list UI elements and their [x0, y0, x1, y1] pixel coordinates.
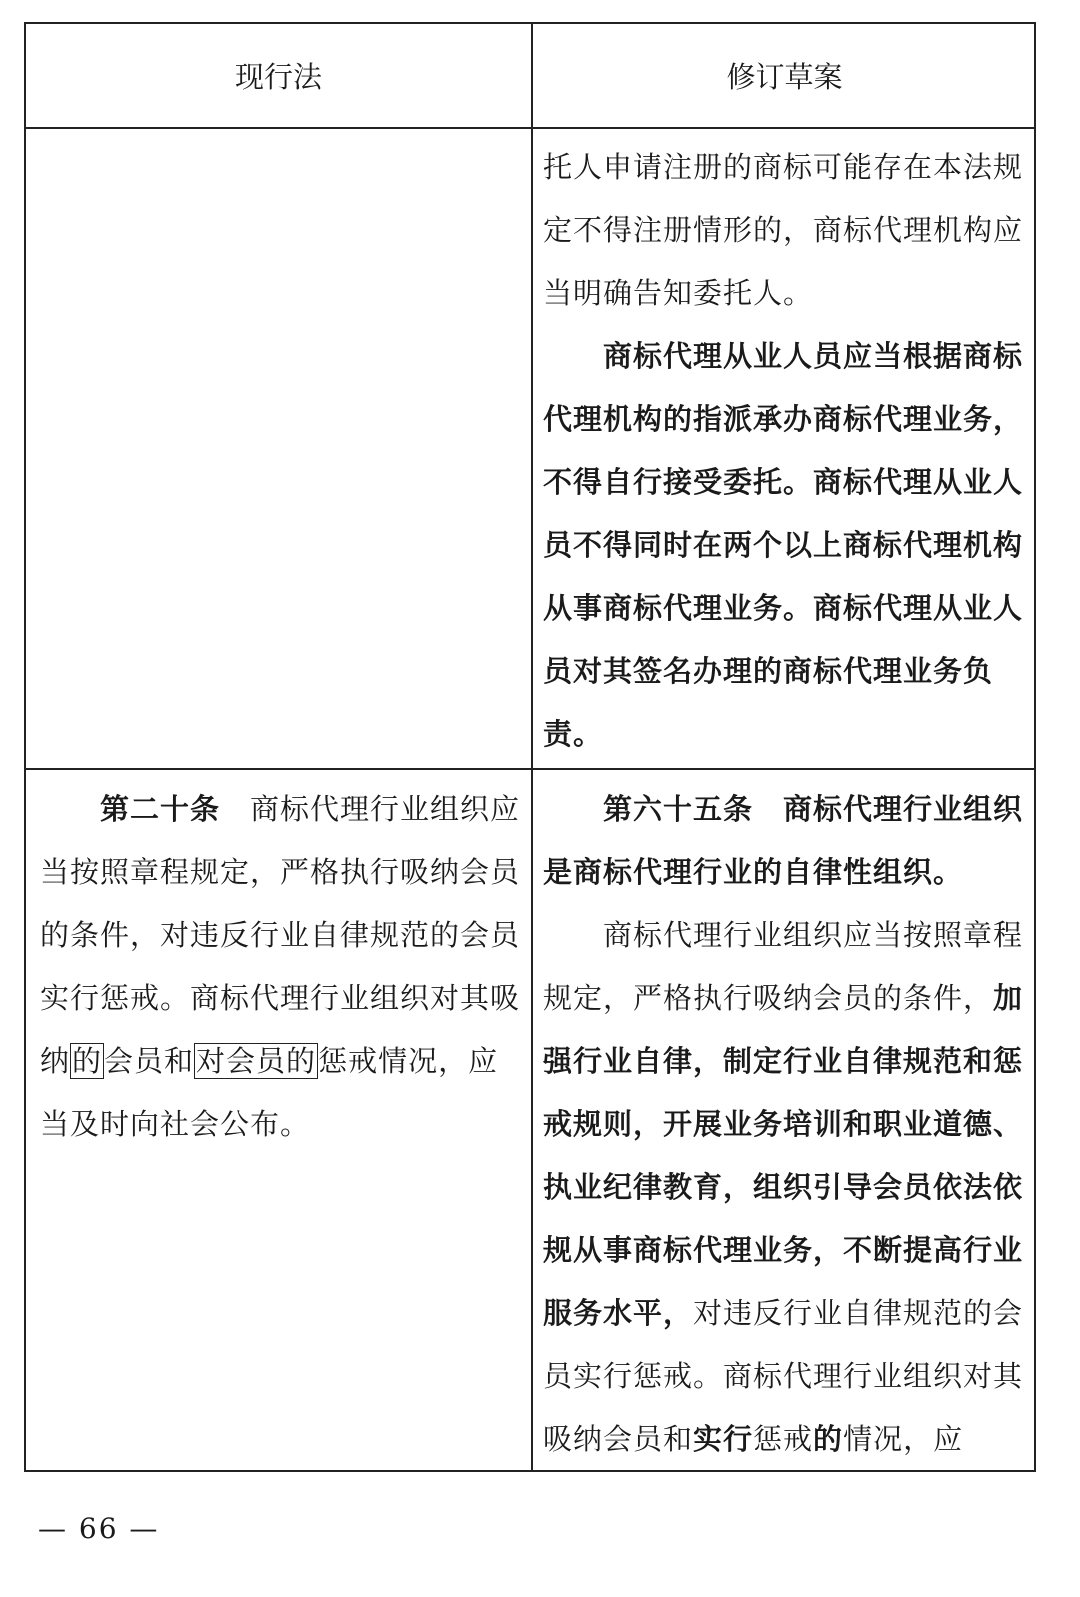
row-divider: [26, 768, 1034, 770]
header-revision-draft: 修订草案: [726, 60, 843, 94]
article-text: 对违反行业自律规范的会员实行惩戒。商标代理行业组织对其吸纳会员和: [543, 1296, 1024, 1456]
new-text: 实行: [693, 1422, 754, 1456]
new-text: 加强行业自律，制定行业自律规范和惩戒规则，开展业务培训和职业道德、执业纪律教育，组织引导会员依法依规从事商标代理业务，不断提高行业服务水平，: [543, 981, 1024, 1330]
article-text: 惩戒: [753, 1422, 814, 1456]
row1-draft-cell: [543, 136, 1029, 766]
article-text: 会员和: [104, 1044, 195, 1078]
page-number: — 66 —: [38, 1512, 160, 1545]
header-divider: [26, 127, 1034, 129]
header-current-law: 现行法: [234, 60, 322, 94]
article-text: 商标代理行业组织应当按照章程规定，严格执行吸纳会员的条件，对违反行业自律规范的会员实行惩戒。商标代理行业组织对其吸纳: [40, 792, 521, 1078]
boxed-deletion-1: 的: [72, 1044, 103, 1078]
row2-draft-cell: [543, 778, 1029, 1471]
new-text: 的: [813, 1422, 844, 1456]
row2-current-paragraph: [40, 778, 522, 1156]
comparison-table: [24, 22, 1036, 1472]
row1-draft-paragraph-1: 托人申请注册的商标可能存在本法规定不得注册情形的，商标代理机构应当明确告知委托人。: [543, 150, 1024, 310]
article-text: 商标代理行业组织应当按照章程规定，严格执行吸纳会员的条件，: [543, 918, 1024, 1015]
column-divider: [531, 24, 533, 1470]
article-text: 情况，应: [843, 1422, 964, 1456]
boxed-deletion-2: 对会员的: [196, 1044, 317, 1078]
article-number-draft: 第六十五条: [603, 792, 754, 826]
new-text: 商标代理行业组织是商标代理行业的自律性组织。: [543, 792, 1024, 889]
row1-draft-paragraph-2: 商标代理从业人员应当根据商标代理机构的指派承办商标代理业务，不得自行接受委托。商标代理从业人员不得同时在两个以上商标代理机构从事商标代理业务。商标代理从业人员对其签名办理的商标代理业务负责。: [543, 339, 1024, 751]
row2-draft-paragraph-1: [543, 778, 1029, 904]
row2-draft-paragraph-2: [543, 904, 1029, 1471]
row2-current-cell: [40, 778, 522, 1156]
article-text: 惩戒情况，应当及时向社会公布。: [40, 1044, 499, 1141]
article-number-current: 第二十条: [100, 792, 221, 826]
